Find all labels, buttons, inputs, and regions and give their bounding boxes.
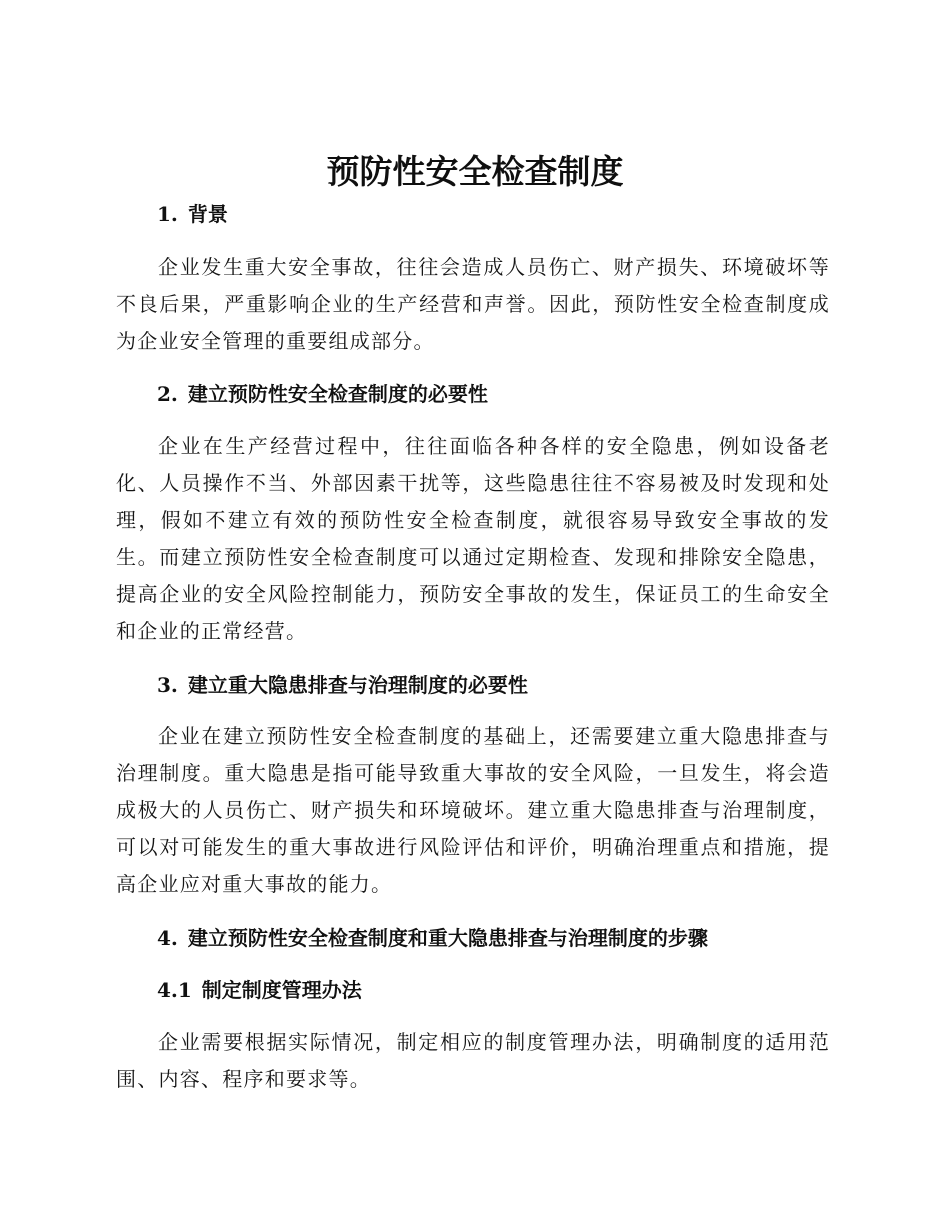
section-heading-text: 建立预防性安全检查制度和重大隐患排查与治理制度的步骤 <box>187 926 708 950</box>
section-number: 3. <box>157 673 178 697</box>
section-paragraph-1: 企业发生重大安全事故，往往会造成人员伤亡、财产损失、环境破坏等不良后果，严重影响企业的生产经营和声誉。因此，预防性安全检查制度成为企业安全管理的重要组成部分。 <box>116 255 830 353</box>
section-paragraph-2: 企业在生产经营过程中，往往面临各种各样的安全隐患，例如设备老化、人员操作不当、外部因素干扰等，这些隐患往往不容易被及时发现和处理，假如不建立有效的预防性安全检查制度，就很容易导致安全事故的发生。而建立预防性安全检查制度可以通过定期检查、发现和排除安全隐患，提高企业的安全风险控制能力，预防安全事故的发生，保证员工的生命安全和企业的正常经营。 <box>116 434 830 643</box>
section-heading-1 <box>157 199 857 229</box>
section-paragraph-4-1: 企业需要根据实际情况，制定相应的制度管理办法，明确制度的适用范围、内容、程序和要求等。 <box>116 1030 830 1091</box>
section-heading-2 <box>157 379 857 409</box>
section-heading-text: 建立预防性安全检查制度的必要性 <box>187 382 488 406</box>
section-heading-text: 建立重大隐患排查与治理制度的必要性 <box>187 673 528 697</box>
section-number: 2. <box>157 382 178 406</box>
section-number: 1. <box>157 202 178 226</box>
section-heading-4-1 <box>157 975 857 1005</box>
section-heading-3 <box>157 670 857 700</box>
section-paragraph-3: 企业在建立预防性安全检查制度的基础上，还需要建立重大隐患排查与治理制度。重大隐患是指可能导致重大事故的安全风险，一旦发生，将会造成极大的人员伤亡、财产损失和环境破坏。建立重大隐患排查与治理制度，可以对可能发生的重大事故进行风险评估和评价，明确治理重点和措施，提高企业应对重大事故的能力。 <box>116 724 830 896</box>
document-title: 预防性安全检查制度 <box>326 152 624 191</box>
section-number: 4.1 <box>157 978 192 1002</box>
section-number: 4. <box>157 926 178 950</box>
section-heading-text: 制定制度管理办法 <box>201 978 362 1002</box>
section-heading-text: 背景 <box>187 202 228 226</box>
section-heading-4 <box>157 923 857 953</box>
